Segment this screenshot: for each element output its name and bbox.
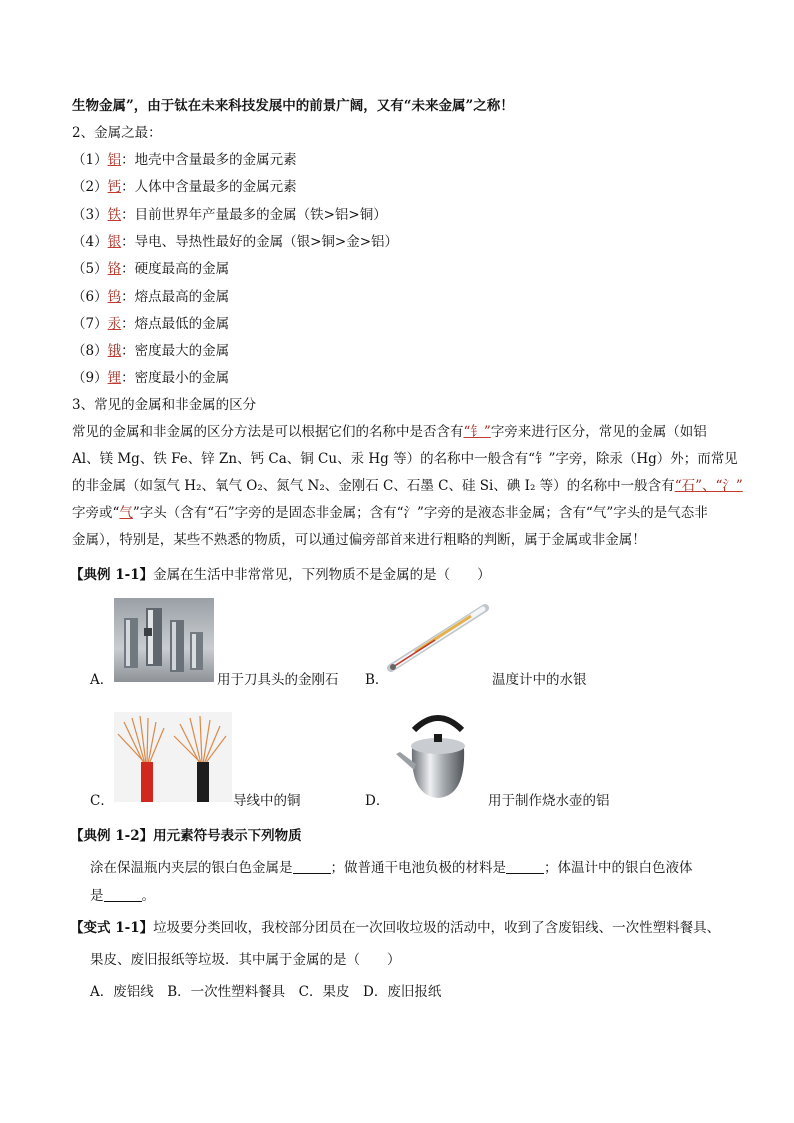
superlative-item [72,205,387,225]
superlative-item [72,287,229,307]
option-a-text: 用于刀具头的金刚石 [217,672,339,688]
item-number: （5） [72,261,108,278]
superlative-item [72,259,229,279]
option-c-label[interactable]: C． [90,793,114,809]
example-1-2: 【典例 1-2】用元素符号表示下列物质 [70,828,302,844]
variant-1-1: 【变式 1-1】垃圾要分类回收，我校部分团员在一次回收垃圾的活动中，收到了含废铝线、一次性塑料餐具、 [70,920,721,936]
variant-1-1-options[interactable]: A．废铝线 B．一次性塑料餐具 C．果皮 D．废旧报纸 [90,984,442,1000]
item-description: ：人体中含量最多的金属元素 [121,179,297,196]
superlative-item [72,232,398,252]
option-b-label[interactable]: B． [365,672,389,688]
item-description: ：密度最大的金属 [121,343,230,360]
variant-1-1-line-2: 果皮、废旧报纸等垃圾．其中属于金属的是（ ） [90,952,401,968]
answer-blank-2[interactable] [506,859,544,874]
option-d-text: 用于制作烧水壶的铝 [488,793,610,809]
section2-title: 2、金属之最： [72,125,162,141]
item-description: ：地壳中含量最多的金属元素 [121,152,297,168]
item-description: ：目前世界年产量最多的金属（铁>铝>铜） [121,206,387,223]
superlative-item [72,368,229,388]
example-1-1: 【典例 1-1】金属在生活中非常常见，下列物质不是金属的是（ ） [70,567,491,583]
element-name: 钙 [107,179,122,196]
item-number: （1） [72,152,108,168]
copper-wire-image [114,712,232,802]
answer-blank-3[interactable] [104,887,142,902]
element-name: 锂 [107,370,122,387]
para-line-4: 字旁或“气”字头（含有“石”字旁的是固态非金属；含有“氵”字旁的是液态非金属；含有“气”字头的是气态非 [72,505,708,521]
item-number: （4） [72,233,108,250]
kettle-image [390,708,486,804]
superlative-item [72,177,297,197]
option-b-text: 温度计中的水银 [492,672,587,688]
item-number: （9） [72,370,108,387]
example-1-2-line-1: 涂在保温瓶内夹层的银白色金属是 ；做普通干电池负极的材料是 ；体温计中的银白色液体 [90,860,693,876]
option-d-label[interactable]: D． [365,793,390,809]
option-a-label[interactable]: A． [90,672,114,688]
element-name: 铁 [107,206,122,223]
element-name: 银 [107,233,122,250]
cutting-tools-image [114,598,214,682]
superlative-item [72,314,229,334]
para-line-3: 的非金属（如氢气 H₂、氧气 O₂、氮气 N₂、金刚石 C、石墨 C、硅 Si、碘 I₂ 等）的名称中一般含有“石”、“氵” [72,478,743,494]
element-name: 钨 [107,288,122,305]
element-name: 铬 [107,261,122,278]
item-number: （8） [72,343,108,360]
element-name: 锇 [107,343,122,360]
item-description: ：熔点最高的金属 [121,288,230,305]
thermometer-image [385,598,490,682]
section3-title: 3、常见的金属和非金属的区分 [72,397,257,413]
superlative-item [72,150,297,170]
superlative-item [72,341,229,361]
intro-line: 生物金属”，由于钛在未来科技发展中的前景广阔，又有“未来金属”之称！ [72,98,514,114]
item-description: ：硬度最高的金属 [121,261,230,278]
item-description: ：密度最小的金属 [121,370,230,387]
example-1-2-line-2: 是 。 [90,888,155,904]
item-description: ：熔点最低的金属 [121,315,230,332]
para-line-5: 金属），特别是，某些不熟悉的物质，可以通过偏旁部首来进行粗略的判断，属于金属或非金属！ [72,532,646,548]
item-number: （7） [72,315,108,332]
item-number: （2） [72,179,108,196]
item-description: ：导电、导热性最好的金属（银>铜>金>铝） [121,233,399,250]
element-name: 汞 [107,315,122,332]
item-number: （3） [72,206,108,223]
element-name: 铝 [107,152,122,168]
para-line-1: 常见的金属和非金属的区分方法是可以根据它们的名称中是否含有“钅”字旁来进行区分，常见的金属（如铝 [72,424,707,440]
option-c-text: 导线中的铜 [233,793,301,809]
item-number: （6） [72,288,108,305]
answer-blank-1[interactable] [293,859,331,874]
para-line-2: Al、镁 Mg、铁 Fe、锌 Zn、钙 Ca、铜 Cu、汞 Hg 等）的名称中一般含有“钅”字旁，除汞（Hg）外；而常见 [72,451,738,467]
